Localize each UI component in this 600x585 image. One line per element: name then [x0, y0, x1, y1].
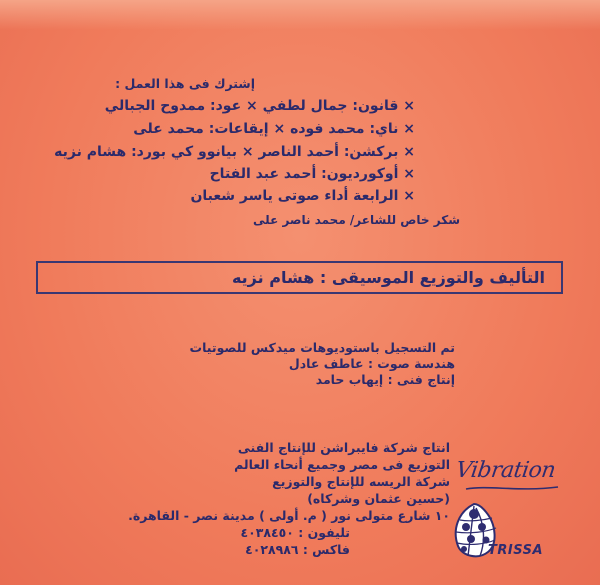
composer-box: [36, 261, 563, 294]
top-band: [0, 0, 600, 30]
phone-line: تليفون : ٤٠٣٨٤٥٠: [240, 525, 350, 540]
credit-line: × الرابعة أداء صوتى ياسر شعبان: [190, 188, 415, 204]
sound-engineer: هندسة صوت : عاطف عادل: [288, 356, 455, 371]
art-production: إنتاج فنى : إيهاب حامد: [315, 372, 455, 387]
fax-line: فاكس : ٤٠٢٨٩٨٦: [245, 542, 350, 557]
recording-studio: تم التسجيل باستوديوهات ميدكس للصوتيات: [189, 340, 455, 355]
production-line: انتاج شركة فايبراشن للإنتاج الفنى: [237, 440, 450, 455]
credits-title: إشترك فى هذا العمل :: [115, 76, 255, 91]
vibration-logo-text: Vibration: [454, 458, 557, 483]
composer-credit: التأليف والتوزيع الموسيقى : هشام نزيه: [231, 268, 545, 287]
credit-line: × ناي: محمد فوده × إيقاعات: محمد على: [133, 121, 415, 137]
credit-line: × بركشن: أحمد الناصر × بيانوو كي بورد: هشام نزيه: [54, 144, 415, 160]
production-line: (حسين عثمان وشركاه): [307, 491, 450, 506]
credit-line: × أوكورديون: أحمد عبد الفتاح: [209, 166, 415, 182]
production-line: شركة الريسه للإنتاج والتوزيع: [272, 474, 450, 489]
vibration-logo: [456, 454, 566, 498]
trissa-logo-text: TRISSA: [488, 543, 544, 558]
address-line: ١٠ شارع متولى نور ( م. أولى ) مدينة نصر - القاهرة.: [128, 508, 450, 523]
production-line: التوزيع فى مصر وجميع أنحاء العالم: [234, 457, 450, 472]
vibration-swoosh-icon: [464, 484, 560, 492]
special-thanks: شكر خاص للشاعر/ محمد ناصر على: [253, 213, 460, 227]
credit-line: × قانون: جمال لطفي × عود: ممدوح الجبالي: [104, 98, 415, 114]
trissa-logo: [444, 500, 564, 575]
